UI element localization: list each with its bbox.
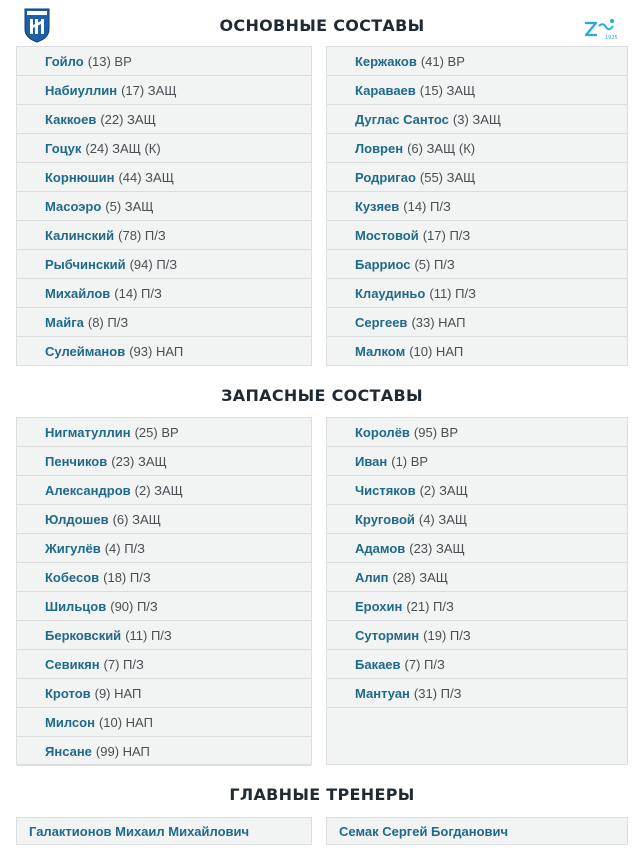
player-row — [327, 679, 627, 708]
player-name-link[interactable]: Ерохин — [355, 598, 403, 614]
away-coach-link[interactable]: Семак Сергей Богданович — [326, 817, 628, 845]
player-row — [17, 505, 311, 534]
home-subs-list — [16, 417, 312, 765]
player-name-link[interactable]: Милсон — [45, 714, 95, 730]
player-row — [17, 621, 311, 650]
player-number-position: (18) П/З — [103, 569, 151, 585]
player-name-link[interactable]: Барриос — [355, 256, 411, 272]
home-lineup-list — [16, 46, 312, 366]
player-row — [327, 250, 627, 279]
player-number-position: (21) П/З — [406, 598, 454, 614]
player-number-position: (8) П/З — [87, 314, 129, 330]
player-row — [17, 221, 311, 250]
player-row — [17, 250, 311, 279]
player-name-link[interactable]: Корнюшин — [45, 169, 115, 185]
player-number-position: (41) ВР — [420, 53, 465, 69]
player-row — [17, 592, 311, 621]
player-name-link[interactable]: Чистяков — [355, 482, 416, 498]
player-row — [327, 505, 627, 534]
player-number-position: (1) ВР — [391, 453, 429, 469]
player-number-position: (11) П/З — [125, 627, 172, 643]
player-number-position: (17) ЗАЩ — [121, 82, 177, 98]
player-row — [17, 47, 311, 76]
player-row — [327, 47, 627, 76]
player-row — [17, 76, 311, 105]
player-name-link[interactable]: Мантуан — [355, 685, 410, 701]
player-name-link[interactable]: Набиуллин — [45, 82, 118, 98]
player-name-link[interactable]: Гойло — [45, 53, 84, 69]
player-number-position: (2) ЗАЩ — [134, 482, 183, 498]
player-name-link[interactable]: Королёв — [355, 424, 410, 440]
player-name-link[interactable]: Жигулёв — [45, 540, 101, 556]
player-number-position: (14) П/З — [403, 198, 451, 214]
player-number-position: (5) П/З — [414, 256, 455, 272]
player-name-link[interactable]: Шильцов — [45, 598, 107, 614]
player-row — [17, 163, 311, 192]
player-name-link[interactable]: Берковский — [45, 627, 122, 643]
player-number-position: (5) ЗАЩ — [105, 198, 154, 214]
coaches-title: ГЛАВНЫЕ ТРЕНЕРЫ — [229, 785, 415, 804]
player-number-position: (44) ЗАЩ — [118, 169, 174, 185]
player-name-link[interactable]: Севикян — [45, 656, 100, 672]
player-row — [327, 621, 627, 650]
player-row — [327, 563, 627, 592]
player-row — [327, 337, 627, 366]
zenit-logo-icon[interactable] — [582, 17, 618, 41]
player-row — [17, 337, 311, 366]
player-number-position: (55) ЗАЩ — [419, 169, 476, 185]
player-name-link[interactable]: Нигматуллин — [45, 424, 131, 440]
player-row — [17, 105, 311, 134]
player-number-position: (17) П/З — [422, 227, 471, 243]
main-lineups-title: ОСНОВНЫЕ СОСТАВЫ — [219, 16, 425, 35]
player-name-link[interactable]: Александров — [45, 482, 131, 498]
player-number-position: (15) ЗАЩ — [419, 82, 476, 98]
player-name-link[interactable]: Алип — [355, 569, 389, 585]
player-number-position: (23) ЗАЩ — [409, 540, 465, 556]
player-row — [327, 592, 627, 621]
player-row — [17, 134, 311, 163]
player-row — [327, 221, 627, 250]
player-row — [17, 279, 311, 308]
player-number-position: (6) ЗАЩ — [112, 511, 161, 527]
player-name-link[interactable]: Клаудиньо — [355, 285, 426, 301]
player-name-link[interactable]: Масоэро — [45, 198, 102, 214]
player-name-link[interactable]: Бакаев — [355, 656, 401, 672]
player-number-position: (23) ЗАЩ — [111, 453, 167, 469]
player-row — [17, 708, 311, 737]
player-name-link[interactable]: Адамов — [355, 540, 406, 556]
player-number-position: (6) ЗАЩ (К) — [407, 140, 476, 156]
player-number-position: (33) НАП — [411, 314, 466, 330]
player-name-link[interactable]: Кузяев — [355, 198, 400, 214]
player-number-position: (28) ЗАЩ — [392, 569, 448, 585]
player-number-position: (9) НАП — [94, 685, 142, 701]
player-row — [327, 134, 627, 163]
player-name-link[interactable]: Калинский — [45, 227, 115, 243]
subs-title: ЗАПАСНЫЕ СОСТАВЫ — [221, 386, 423, 405]
player-number-position: (99) НАП — [95, 743, 150, 759]
player-name-link[interactable]: Сутормин — [355, 627, 420, 643]
player-number-position: (7) П/З — [103, 656, 144, 672]
player-row — [327, 650, 627, 679]
player-number-position: (22) ЗАЩ — [100, 111, 156, 127]
player-number-position: (4) П/З — [104, 540, 146, 556]
player-row — [17, 418, 311, 447]
player-name-link[interactable]: Майга — [45, 314, 84, 330]
player-row — [17, 192, 311, 221]
player-name-link[interactable]: Юлдошев — [45, 511, 109, 527]
away-lineup-list — [326, 46, 628, 366]
player-row — [327, 279, 627, 308]
player-name-link[interactable]: Малком — [355, 344, 406, 359]
away-subs-list — [326, 417, 628, 765]
player-number-position: (14) П/З — [114, 285, 162, 301]
player-number-position: (11) П/З — [429, 285, 476, 301]
player-number-position: (10) НАП — [98, 714, 153, 730]
player-row — [17, 563, 311, 592]
player-row — [327, 418, 627, 447]
player-number-position: (3) ЗАЩ — [452, 111, 502, 127]
player-number-position: (31) П/З — [413, 685, 462, 701]
player-name-link[interactable]: Сулейманов — [45, 344, 126, 359]
player-name-link[interactable]: Ловрен — [355, 140, 404, 156]
player-name-link[interactable]: Каккоев — [45, 111, 97, 127]
player-name-link[interactable]: Гоцук — [45, 140, 82, 156]
player-name-link[interactable]: Иван — [355, 453, 388, 469]
player-number-position: (78) П/З — [118, 227, 166, 243]
player-number-position: (4) ЗАЩ — [418, 511, 468, 527]
player-row — [17, 308, 311, 337]
player-name-link[interactable]: Круговой — [355, 511, 415, 527]
player-row — [17, 737, 311, 766]
player-name-link[interactable]: Кержаков — [355, 53, 417, 69]
player-number-position: (2) ЗАЩ — [419, 482, 468, 498]
player-row — [327, 192, 627, 221]
player-name-link[interactable]: Михайлов — [45, 285, 111, 301]
player-name-link[interactable]: Кобесов — [45, 569, 100, 585]
svg-text:1925: 1925 — [605, 35, 618, 41]
player-number-position: (10) НАП — [409, 344, 464, 359]
player-row — [17, 679, 311, 708]
player-number-position: (94) П/З — [129, 256, 178, 272]
player-row — [327, 308, 627, 337]
player-row — [327, 476, 627, 505]
home-coach-link[interactable]: Галактионов Михаил Михайлович — [16, 817, 312, 845]
player-name-link[interactable]: Дуглас Сантос — [355, 111, 449, 127]
player-row — [327, 105, 627, 134]
player-name-link[interactable]: Пенчиков — [45, 453, 108, 469]
player-row — [327, 534, 627, 563]
player-row — [327, 163, 627, 192]
player-row — [17, 650, 311, 679]
player-name-link[interactable]: Янсане — [45, 743, 92, 759]
player-number-position: (24) ЗАЩ (К) — [85, 140, 161, 156]
player-name-link[interactable]: Мостовой — [355, 227, 419, 243]
player-number-position: (13) ВР — [87, 53, 132, 69]
player-row — [327, 76, 627, 105]
player-name-link[interactable]: Сергеев — [355, 314, 408, 330]
player-row — [17, 534, 311, 563]
player-row — [17, 447, 311, 476]
player-number-position: (19) П/З — [423, 627, 471, 643]
player-row — [17, 476, 311, 505]
player-name-link[interactable]: Родригао — [355, 169, 416, 185]
player-number-position: (95) ВР — [413, 424, 458, 440]
player-number-position: (7) П/З — [404, 656, 445, 672]
player-number-position: (90) П/З — [110, 598, 158, 614]
player-name-link[interactable]: Кротов — [45, 685, 91, 701]
player-name-link[interactable]: Караваев — [355, 82, 416, 98]
player-number-position: (93) НАП — [129, 344, 184, 359]
player-row — [327, 447, 627, 476]
player-number-position: (25) ВР — [134, 424, 179, 440]
player-name-link[interactable]: Рыбчинский — [45, 256, 126, 272]
